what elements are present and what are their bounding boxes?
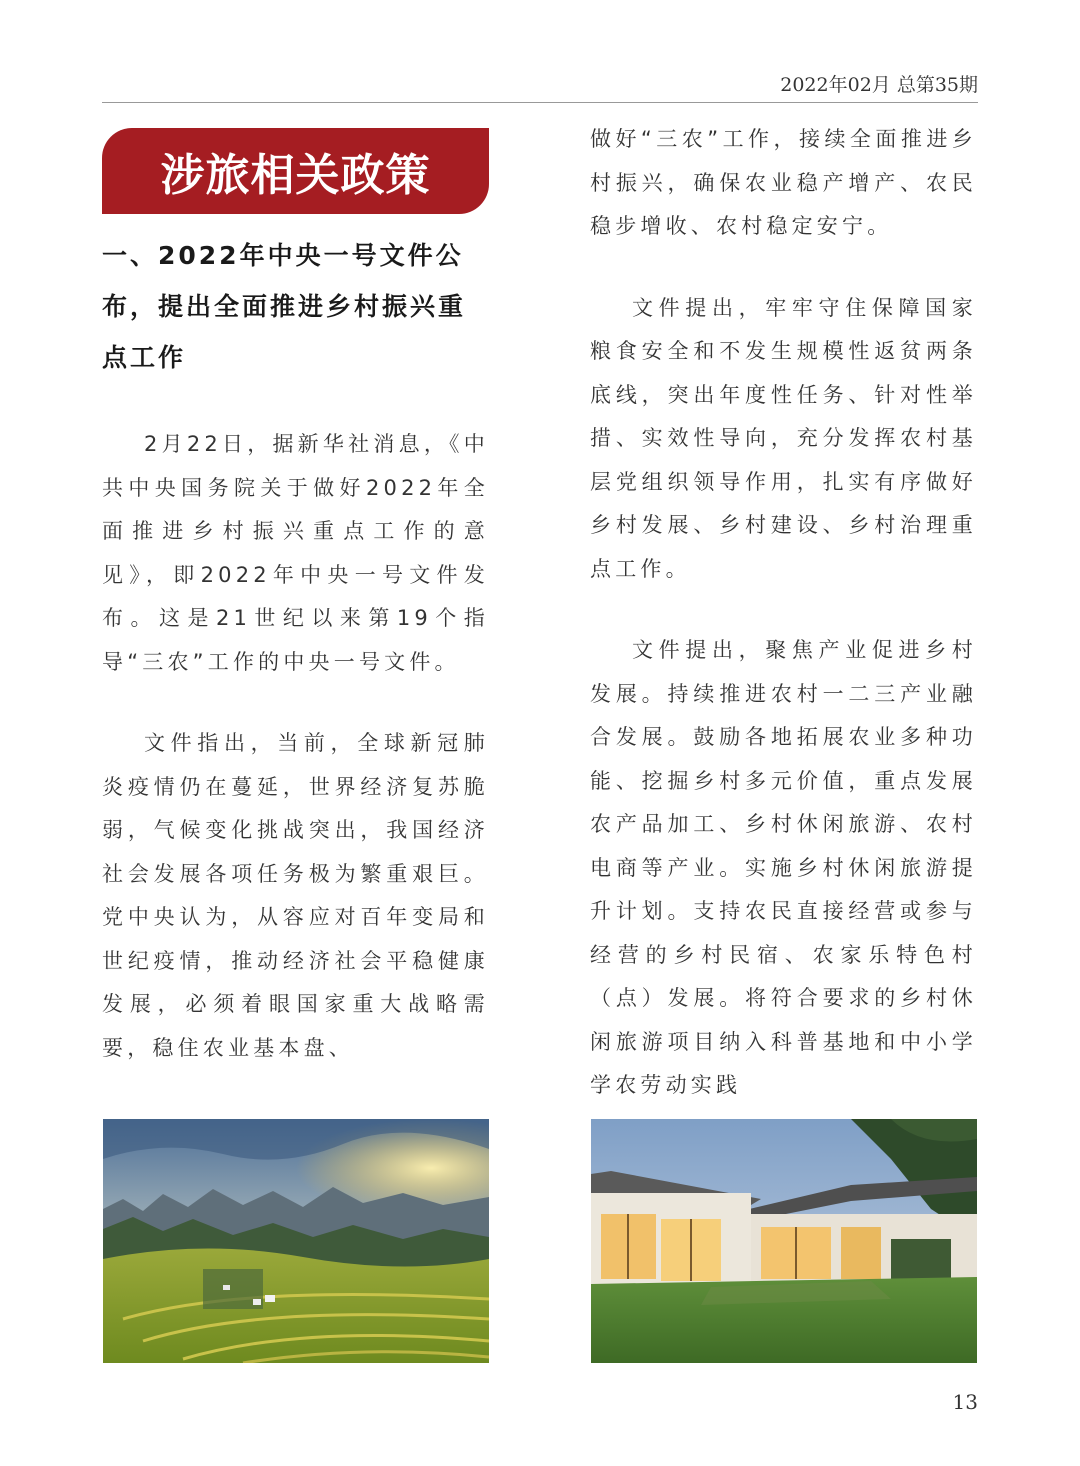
rural-terrace-photo — [103, 1119, 489, 1363]
page-number: 13 — [952, 1390, 978, 1414]
issue-header — [102, 70, 978, 103]
article-heading: 一、2022年中央一号文件公布，提出全面推进乡村振兴重点工作 — [102, 241, 467, 372]
paragraph-1: 2月22日，据新华社消息，《中共中央国务院关于做好2022年全面推进乡村振兴重点工作的意见》，即2022年中央一号文件发布。这是21世纪以来第19个指导“三农”工作的中央一号文件。 — [102, 432, 489, 674]
left-column — [102, 230, 489, 1070]
paragraph-3: 文件提出，牢牢守住保障国家粮食安全和不发生规模性返贫两条底线，突出年度性任务、针对性举措、实效性导向，充分发挥农村基层党组织领导作用，扎实有序做好乡村发展、乡村建设、乡村治理重点工作。 — [590, 295, 977, 581]
paragraph-2-continued: 做好“三农”工作，接续全面推进乡村振兴，确保农业稳产增产、农民稳步增收、农村稳定安宁。 — [590, 127, 977, 238]
section-title: 涉旅相关政策 — [160, 150, 431, 201]
paragraph-2: 文件指出，当前，全球新冠肺炎疫情仍在蔓延，世界经济复苏脆弱，气候变化挑战突出，我国经济社会发展各项任务极为繁重艰巨。党中央认为，从容应对百年变局和世纪疫情，推动经济社会平稳健康发展，必须着眼国家重大战略需要，稳住农业基本盘、 — [102, 731, 489, 1060]
paragraph-4: 文件提出，聚焦产业促进乡村发展。持续推进农村一二三产业融合发展。鼓励各地拓展农业多种功能、挖掘乡村多元价值，重点发展农产品加工、乡村休闲旅游、农村电商等产业。实施乡村休闲旅游提升计划。支持农民直接经营或参与经营的乡村民宿、农家乐特色村（点）发展。将符合要求的乡村休闲旅游项目纳入科普基地和中小学学农劳动实践 — [590, 638, 977, 1097]
section-title-banner — [102, 128, 489, 214]
issue-label: 2022年02月 总第35期 — [780, 74, 978, 96]
homestay-courtyard-photo — [591, 1119, 977, 1363]
right-column — [590, 118, 977, 1108]
